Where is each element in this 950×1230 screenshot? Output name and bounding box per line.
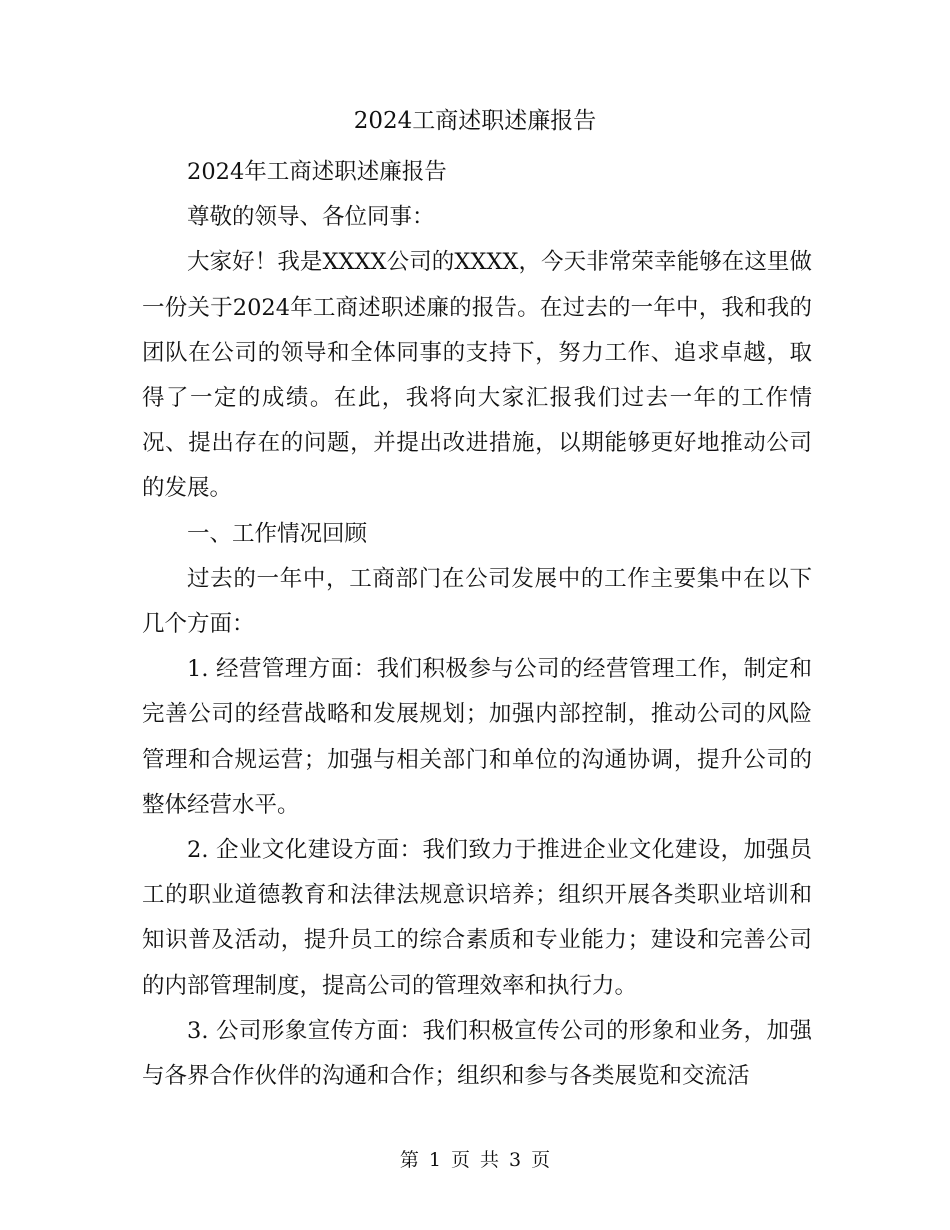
document-title: 2024工商述职述廉报告 xyxy=(353,108,597,134)
subtitle-paragraph: 2024年工商述职述廉报告 xyxy=(187,159,447,185)
document-body xyxy=(142,150,812,1099)
section-intro-paragraph: 过去的一年中，工商部门在公司发展中的工作主要集中在以下几个方面： xyxy=(142,565,812,638)
list-item-2: 2. 企业文化建设方面：我们致力于推进企业文化建设，加强员工的职业道德教育和法律法规意识培养；组织开展各类职业培训和知识普及活动，提升员工的综合素质和专业能力；建设和完善公司的内部管理制度，提高公司的管理效率和执行力。 xyxy=(142,837,812,999)
list-item-3: 3. 公司形象宣传方面：我们积极宣传公司的形象和业务，加强与各界合作伙伴的沟通和合作；组织和参与各类展览和交流活 xyxy=(142,1017,812,1090)
page-footer: 第 1 页 共 3 页 xyxy=(399,1149,551,1171)
list-item-1: 1. 经营管理方面：我们积极参与公司的经营管理工作，制定和完善公司的经营战略和发展规划；加强内部控制，推动公司的风险管理和合规运营；加强与相关部门和单位的沟通协调，提升公司的整体经营水平。 xyxy=(142,656,812,818)
section-heading: 一、工作情况回顾 xyxy=(187,520,368,547)
salutation-paragraph: 尊敬的领导、各位同事： xyxy=(187,204,435,231)
intro-paragraph: 大家好！我是XXXX公司的XXXX，今天非常荣幸能够在这里做一份关于2024年工商述职述廉的报告。在过去的一年中，我和我的团队在公司的领导和全体同事的支持下，努力工作、追求卓越，取得了一定的成绩。在此，我将向大家汇报我们过去一年的工作情况、提出存在的问题，并提出改进措施，以期能够更好地推动公司的发展。 xyxy=(142,249,812,502)
